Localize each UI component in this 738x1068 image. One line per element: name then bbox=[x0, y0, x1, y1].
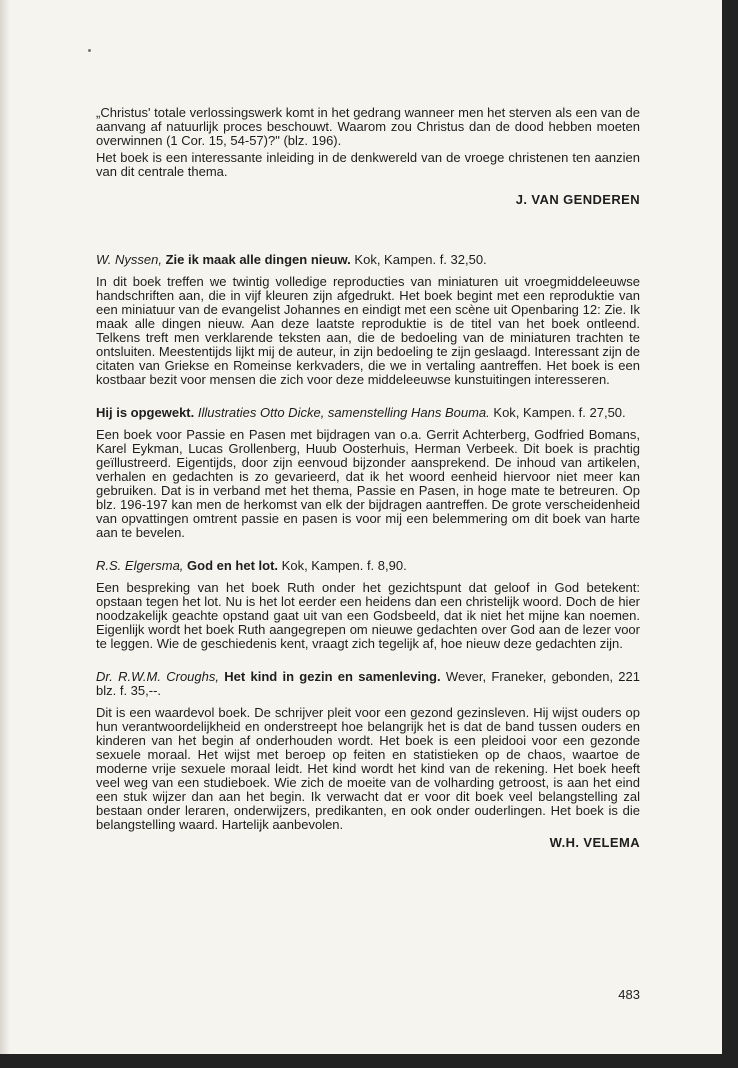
review-details: Kok, Kampen. f. 8,90. bbox=[281, 558, 407, 573]
page-number: 483 bbox=[618, 987, 640, 1002]
review-body: Een bespreking van het boek Ruth onder het gezichtspunt dat geloof in God betekent: opstaan tegen het lot. Nu is het lot eerder een heidens dan een christelijk woord. Doch de hier noodzakelijk geachte opstand gaat uit van een Godsbeeld, dat ik niet het mijne kan noemen. Eigenlijk wordt het boek Ruth aangegrepen om nieuwe gedachten over God aan de lezer voor te leggen. Wie de geschiedenis kent, vraagt zich tegelijk af, hoe nieuw deze gedachten zijn. bbox=[96, 580, 640, 651]
review-title: God en het lot. bbox=[187, 558, 279, 573]
quote-paragraph: „Christus' totale verlossingswerk komt in het gedrang wanneer men het sterven als een van de aanvang af natuurlijk proces beschouwt. Waarom zou Christus dan de dood hebben moeten overwinnen (1 Cor. 15, 54-57)?" (blz. 196). bbox=[96, 105, 640, 148]
reviewer-signature: J. VAN GENDEREN bbox=[515, 192, 640, 207]
review-heading bbox=[96, 253, 640, 267]
scan-border-right bbox=[722, 0, 738, 1068]
review-body: Dit is een waardevol boek. De schrijver pleit voor een gezond gezinsleven. Hij wijst ouders op hun verantwoordelijkheid en onderstreept hoe belangrijk het is dat de band tussen ouders en kinderen van het begin af onderhouden wordt. Het boek is een pleidooi voor een gezonde sexuele moraal. Het wijst met beroep op feiten en statistieken op de chaos, waartoe de moderne vrije sexuele moraal leidt. Het kind wordt het kind van de rekening. Het boek heeft veel weg van een studieboek. Wie zich de moeite van de volharding getroost, is aan het eind een stuk wijzer dan aan het begin. Ik verwacht dat er voor dit boek veel belangstelling zal bestaan onder leraren, onderwijzers, predikanten, en ook onder ouderlingen. Het boek is die belangstelling waard. Hartelijk aanbevolen. bbox=[96, 705, 640, 832]
reviewer-signature: W.H. VELEMA bbox=[549, 835, 640, 850]
review-author: R.S. Elgersma, bbox=[96, 558, 184, 573]
review-body: In dit boek treffen we twintig volledige reproducties van miniaturen uit vroegmiddeleeuwse handschriften aan, die in vijf kleuren zijn afgedrukt. Het boek begint met een reproduktie van een miniatuur van de evangelist Johannes en eindigt met een scène uit Openbaring 12: Zie. Ik maak alle dingen nieuw. Aan deze laatste reproduktie is de titel van het boek ontleend. Telkens treft men verklarende teksten aan, die de bedoeling van de miniaturen trachten te ontsluiten. Meestentijds lijkt mij de auteur, in zijn bedoeling te zijn geslaagd. Interessant zijn de citaten van Griekse en Romeinse kerkvaders, die we in vertaling aantreffen. Het boek is een kostbaar bezit voor mensen die zich voor deze middeleeuwse kunstuitingen interesseren. bbox=[96, 274, 640, 387]
page-content bbox=[96, 106, 640, 850]
review-title: Het kind in gezin en samenleving. bbox=[224, 669, 441, 684]
review-heading bbox=[96, 670, 640, 698]
quote-conclusion: Het boek is een interessante inleiding in de denkwereld van de vroege christenen ten aanzien van dit centrale thema. bbox=[96, 150, 640, 179]
review-title: Hij is opgewekt. bbox=[96, 405, 195, 420]
review-details: Kok, Kampen. f. 32,50. bbox=[354, 252, 487, 267]
review-heading bbox=[96, 559, 640, 573]
page-gutter-shadow bbox=[0, 0, 10, 1054]
review-heading bbox=[96, 406, 640, 420]
review-author: Dr. R.W.M. Croughs, bbox=[96, 669, 219, 684]
review-details: Wever, Franeker, gebonden, 221 blz. f. 35,--. bbox=[96, 669, 640, 698]
review-details: Kok, Kampen. f. 27,50. bbox=[493, 405, 626, 420]
scan-speck bbox=[88, 49, 91, 52]
review-author: W. Nyssen, bbox=[96, 252, 162, 267]
scan-border-bottom bbox=[0, 1054, 738, 1068]
review-subtitle: Illustraties Otto Dicke, samenstelling Hans Bouma. bbox=[197, 405, 490, 420]
review-title: Zie ik maak alle dingen nieuw. bbox=[165, 252, 351, 267]
review-body: Een boek voor Passie en Pasen met bijdragen van o.a. Gerrit Achterberg, Godfried Bomans, Karel Eykman, Lucas Grollenberg, Huub Oosterhuis, Herman Verbeek. Dit boek is prachtig geïllustreerd. Eigentijds, door zijn eenvoud bijzonder aansprekend. De inhoud van artikelen, verhalen en gedachten is zo gevarieerd, dat ik het woord eenheid hiervoor niet meer kan gebruiken. Dat is in verband met het thema, Passie en Pasen, in hoge mate te betreuren. Op blz. 196-197 kan men de herkomst van elk der bijdragen aantreffen. De grote verscheidenheid van opvattingen omtrent passie en pasen is voor mij een belemmering om dit boek van harte aan te bevelen. bbox=[96, 427, 640, 540]
